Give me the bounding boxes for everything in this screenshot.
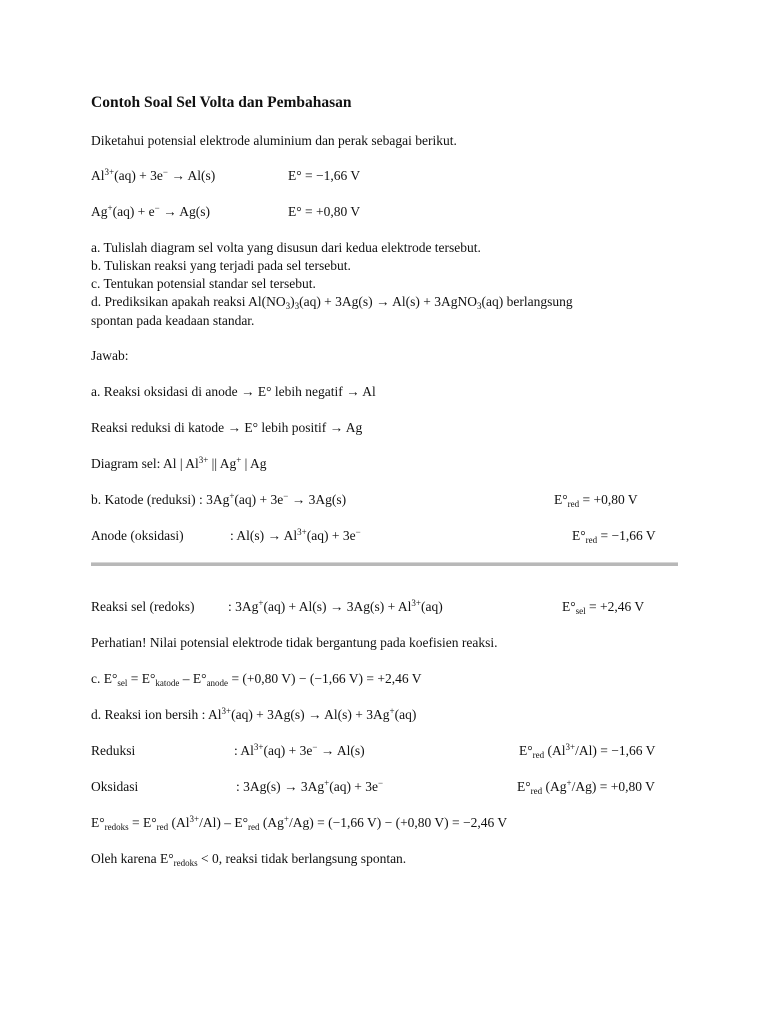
oxidation-text: (aq) + 3e — [329, 779, 379, 794]
diagram-text: Diagram sel: Al | Al — [91, 456, 199, 471]
e-sup: 3+ — [565, 742, 576, 752]
reduction-electron-sign: − — [312, 742, 318, 752]
c-text: c. E° — [91, 671, 118, 686]
answer-c — [91, 670, 422, 688]
page-title: Contoh Soal Sel Volta dan Pembahasan — [91, 94, 352, 111]
electrode-potential-ag: E° = +0,80 V — [288, 204, 361, 219]
er-text: (Ag — [259, 815, 284, 830]
e-symbol: E° — [517, 779, 531, 794]
oxidation-eq — [236, 778, 383, 796]
e-value: = +2,46 V — [585, 599, 645, 614]
er-text: E° — [91, 815, 105, 830]
e-sub: red — [530, 786, 543, 796]
diagram-text: || Ag — [208, 456, 237, 471]
e-value: = −1,66 V — [597, 528, 656, 543]
e-text: /Ag) = +0,80 V — [571, 779, 655, 794]
answer-label: Jawab: — [91, 348, 129, 363]
cathode-text: → 3Ag(s) — [288, 492, 347, 507]
d-sup: 3+ — [221, 706, 232, 716]
d-sup: + — [389, 706, 395, 716]
conclusion-part: < 0, reaksi tidak berlangsung spontan. — [197, 851, 407, 866]
answer-b-anode-label: Anode (oksidasi) — [91, 528, 184, 543]
anode-sup: 3+ — [297, 527, 307, 537]
reduction-potential — [519, 742, 655, 760]
question-d-line1 — [91, 293, 573, 311]
reduction-text: : Al — [234, 743, 254, 758]
anode-potential — [572, 527, 656, 545]
e-symbol: E° — [562, 599, 576, 614]
answer-b-cathode — [91, 491, 346, 509]
er-text: /Ag) = (−1,66 V) − (+0,80 V) = −2,46 V — [288, 815, 508, 830]
eq-electron-sign: − — [154, 203, 160, 213]
answer-b-anode-eq — [230, 527, 361, 545]
e-symbol: E° — [554, 492, 568, 507]
er-text: = E° — [128, 815, 157, 830]
e-sup: + — [566, 778, 572, 788]
c-text: = E° — [127, 671, 156, 686]
diagram-sup: 3+ — [198, 455, 209, 465]
e-value: = +0,80 V — [579, 492, 638, 507]
d-text: d. Reaksi ion bersih : Al — [91, 707, 222, 722]
conclusion-part: Oleh karena E° — [91, 851, 174, 866]
reduction-text: (aq) + 3e — [263, 743, 313, 758]
e-sub: sel — [575, 606, 586, 616]
redox-text: (aq) + Al(s) → 3Ag(s) + Al — [263, 599, 412, 614]
e-sub: red — [567, 499, 580, 509]
q-d-text: (aq) + 3Ag(s) → Al(s) + 3AgNO — [299, 294, 478, 309]
eq-rest: (aq) + 3e — [114, 168, 163, 183]
eq-species: Al — [91, 168, 105, 183]
eq-charge: 3+ — [104, 167, 115, 177]
e-text: /Al) = −1,66 V — [575, 743, 656, 758]
er-sub: red — [248, 822, 260, 832]
electrode-eq-ag — [91, 203, 210, 221]
anode-electron-sign: − — [355, 527, 361, 537]
cell-diagram — [91, 455, 267, 473]
c-sub: anode — [206, 678, 229, 688]
oxidation-text: : 3Ag(s) → 3Ag — [236, 779, 325, 794]
er-text: /Al) – E° — [199, 815, 249, 830]
reduction-label: Reduksi — [91, 743, 136, 758]
q-d-text: (aq) berlangsung — [481, 294, 573, 309]
anode-text: : Al(s) → Al — [230, 528, 298, 543]
e-symbol: E° — [519, 743, 533, 758]
reduction-text: → Al(s) — [317, 743, 365, 758]
oxidation-electron-sign: − — [378, 778, 384, 788]
redox-label: Reaksi sel (redoks) — [91, 599, 195, 614]
sum-divider — [91, 562, 678, 566]
redox-sup: 3+ — [411, 598, 421, 608]
question-b: b. Tuliskan reaksi yang terjadi pada sel tersebut. — [91, 258, 351, 273]
eq-charge: + — [107, 203, 113, 213]
e-symbol: E° — [572, 528, 586, 543]
er-sub: red — [156, 822, 169, 832]
oxidation-sup: + — [324, 778, 330, 788]
eq-rest: (aq) + e — [112, 204, 155, 219]
e-text: (Al — [544, 743, 566, 758]
er-sup: + — [283, 814, 289, 824]
anode-text: (aq) + 3e — [306, 528, 356, 543]
eq-species: Ag — [91, 204, 108, 219]
reduction-eq — [234, 742, 365, 760]
diagram-sup: + — [236, 455, 242, 465]
er-text: (Al — [168, 815, 190, 830]
d-text: (aq) — [394, 707, 417, 722]
electrode-eq-al — [91, 167, 215, 185]
redox-text: : 3Ag — [228, 599, 259, 614]
oxidation-potential — [517, 778, 655, 796]
cathode-text: (aq) + 3e — [234, 492, 284, 507]
q-d-sub: 3 — [294, 301, 300, 311]
diagram-text: | Ag — [241, 456, 267, 471]
e-sub: red — [585, 535, 598, 545]
cathode-sup: + — [229, 491, 235, 501]
er-sub: redoks — [104, 822, 129, 832]
eq-electron-sign: − — [162, 167, 168, 177]
e-text: (Ag — [542, 779, 567, 794]
cathode-electron-sign: − — [283, 491, 289, 501]
question-d-line2: spontan pada keadaan standar. — [91, 313, 255, 328]
q-d-sub: 3 — [477, 301, 482, 311]
redox-sup: + — [258, 598, 264, 608]
note-text: Perhatian! Nilai potensial elektrode tidak bergantung pada koefisien reaksi. — [91, 635, 498, 650]
question-c: c. Tentukan potensial standar sel tersebut. — [91, 276, 316, 291]
eq-product: → Al(s) — [168, 168, 216, 183]
c-text: = (+0,80 V) − (−1,66 V) = +2,46 V — [228, 671, 422, 686]
redox-potential — [562, 598, 644, 616]
q-d-text: d. Prediksikan apakah reaksi Al(NO — [91, 294, 286, 309]
c-sub: sel — [117, 678, 128, 688]
answer-a-reduction: Reaksi reduksi di katode → E° lebih positif → Ag — [91, 420, 363, 435]
answer-a-oxidation: a. Reaksi oksidasi di anode → E° lebih negatif → Al — [91, 384, 376, 399]
oxidation-label: Oksidasi — [91, 779, 139, 794]
intro-text: Diketahui potensial elektrode aluminium dan perak sebagai berikut. — [91, 133, 457, 148]
cathode-potential — [554, 491, 638, 509]
er-sup: 3+ — [189, 814, 200, 824]
e-redox-calculation — [91, 814, 507, 832]
c-sub: katode — [155, 678, 180, 688]
conclusion-sub: redoks — [173, 858, 198, 868]
redox-text: (aq) — [421, 599, 443, 614]
answer-d — [91, 706, 416, 724]
e-sub: red — [532, 750, 545, 760]
reduction-sup: 3+ — [253, 742, 264, 752]
cathode-text: b. Katode (reduksi) : 3Ag — [91, 492, 230, 507]
question-a: a. Tulislah diagram sel volta yang disusun dari kedua elektrode tersebut. — [91, 240, 481, 255]
eq-product: → Ag(s) — [159, 204, 210, 219]
redox-eq — [228, 598, 443, 616]
q-d-text: ) — [290, 294, 295, 309]
c-text: – E° — [179, 671, 207, 686]
electrode-potential-al: E° = −1,66 V — [288, 168, 361, 183]
d-text: (aq) + 3Ag(s) → Al(s) + 3Ag — [231, 707, 390, 722]
conclusion-text — [91, 850, 406, 868]
q-d-sub: 3 — [285, 301, 291, 311]
